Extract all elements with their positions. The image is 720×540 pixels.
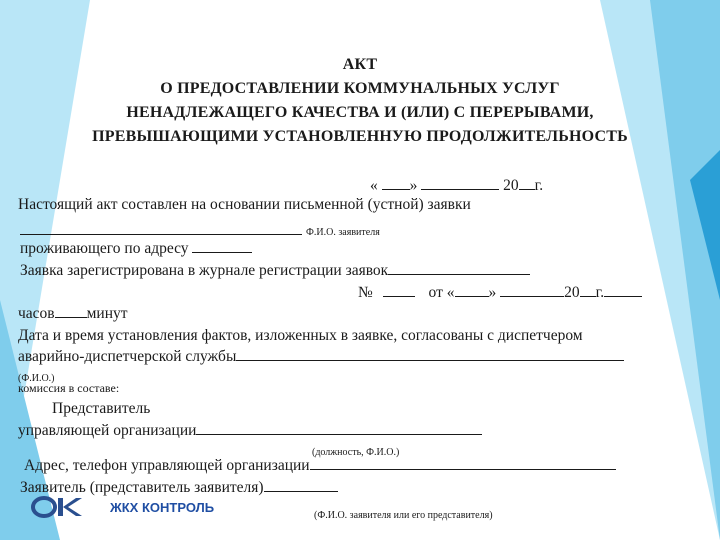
registration-field[interactable] (388, 262, 530, 275)
representative-field[interactable] (196, 422, 482, 435)
representative-label: Представитель (52, 400, 151, 417)
reg-number-line: № от « » 20 г. (358, 284, 642, 302)
agreement-line-1: Дата и время установления фактов, изложенных в заявке, согласованы с диспетчером (18, 327, 583, 344)
year-field[interactable] (519, 177, 535, 190)
time-line: часов минут (18, 305, 128, 322)
org-address-line: Адрес, телефон управляющей организации (24, 457, 616, 475)
month-field[interactable] (421, 177, 499, 190)
applicant-rep-line: Заявитель (представитель заявителя) (20, 479, 338, 497)
position-caption: (должность, Ф.И.О.) (312, 447, 400, 458)
applicant-line (20, 222, 380, 240)
act-subtitle-1: О ПРЕДОСТАВЛЕНИИ КОММУНАЛЬНЫХ УСЛУГ (160, 80, 560, 97)
fio-caption: (Ф.И.О.) (18, 373, 55, 384)
act-title: АКТ (342, 56, 378, 73)
basis-text: Настоящий акт составлен на основании письменной (устной) заявки (18, 196, 471, 213)
act-subtitle-3: ПРЕВЫШАЮЩИМИ УСТАНОВЛЕННУЮ ПРОДОЛЖИТЕЛЬНОСТЬ (92, 128, 628, 145)
dispatcher-field[interactable] (236, 348, 624, 361)
zhkh-kontrol-logo-icon (30, 496, 92, 518)
address-line: проживающего по адресу (20, 240, 252, 258)
reg-month-field[interactable] (500, 284, 564, 297)
applicant-caption: Ф.И.О. заявителя (306, 227, 380, 238)
agreement-line-2: аварийно-диспетчерской службы (18, 348, 624, 366)
reg-number-field[interactable] (383, 284, 415, 297)
date-line: « » 20 г. (370, 177, 544, 194)
representative-line: управляющей организации (18, 422, 482, 440)
logo-text: ЖКХ КОНТРОЛЬ (110, 500, 215, 515)
day-field[interactable] (382, 177, 410, 190)
act-subtitle-2: НЕНАДЛЕЖАЩЕГО КАЧЕСТВА И (ИЛИ) С ПЕРЕРЫВАМИ, (126, 104, 594, 121)
org-address-field[interactable] (310, 457, 616, 470)
applicant-rep-caption: (Ф.И.О. заявителя или его представителя) (314, 510, 493, 521)
reg-extra-field[interactable] (604, 284, 642, 297)
reg-year-field[interactable] (580, 284, 596, 297)
reg-day-field[interactable] (455, 284, 489, 297)
applicant-rep-field[interactable] (264, 479, 338, 492)
applicant-name-field[interactable] (20, 222, 302, 235)
registration-line: Заявка зарегистрирована в журнале регистрации заявок (20, 262, 530, 280)
commission-label: комиссия в составе: (18, 381, 120, 395)
address-field[interactable] (192, 240, 252, 253)
minutes-field[interactable] (55, 305, 87, 318)
